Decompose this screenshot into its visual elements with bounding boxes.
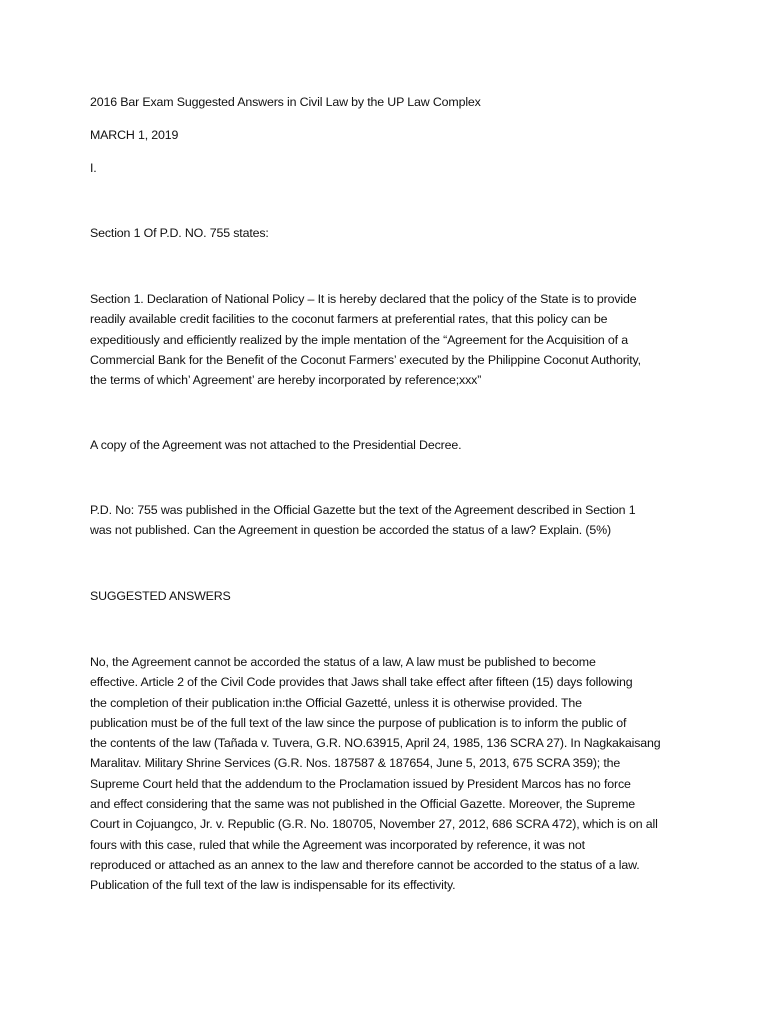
section-intro: Section 1 Of P.D. NO. 755 states: bbox=[90, 226, 269, 240]
answer-line: and effect considering that the same was not published in the Official Gazette. Moreover, the Supreme bbox=[90, 797, 636, 812]
question-paragraph bbox=[90, 500, 682, 541]
document-title: 2016 Bar Exam Suggested Answers in Civil Law by the UP Law Complex bbox=[90, 95, 481, 109]
answer-line: effective. Article 2 of the Civil Code provides that Jaws shall take effect after fifteen (15) days following bbox=[90, 675, 633, 690]
question-line: was not published. Can the Agreement in question be accorded the status of a law? Explain. (5%) bbox=[90, 523, 611, 538]
section-quote-line: expeditiously and efficiently realized by the imple mentation of the “Agreement for the Acquisition of a bbox=[90, 332, 628, 347]
answer-line: Supreme Court held that the addendum to the Proclamation issued by President Marcos has no force bbox=[90, 776, 631, 791]
answer-line: reproduced or attached as an annex to the law and therefore cannot be accorded to the status of a law. bbox=[90, 857, 640, 872]
answer-line: the contents of the law (Tañada v. Tuvera, G.R. NO.63915, April 24, 1985, 136 SCRA 27). In Nagkakaisang bbox=[90, 736, 661, 751]
answer-line: publication must be of the full text of the law since the purpose of publication is to inform the public of bbox=[90, 715, 627, 730]
question-line: P.D. No: 755 was published in the Official Gazette but the text of the Agreement described in Section 1 bbox=[90, 503, 636, 517]
agreement-note: A copy of the Agreement was not attached to the Presidential Decree. bbox=[90, 438, 462, 452]
answer-paragraph bbox=[90, 652, 682, 896]
answers-heading: SUGGESTED ANSWERS bbox=[90, 589, 231, 603]
document-date: MARCH 1, 2019 bbox=[90, 128, 179, 142]
answer-line: Court in Cojuangco, Jr. v. Republic (G.R. No. 180705, November 27, 2012, 686 SCRA 472), which is on all bbox=[90, 817, 658, 832]
answer-line: fours with this case, ruled that while the Agreement was incorporated by reference, it was not bbox=[90, 837, 585, 852]
section-quote-line: Commercial Bank for the Benefit of the Coconut Farmers’ executed by the Philippine Coconut Authority, bbox=[90, 352, 641, 367]
question-number: I. bbox=[90, 161, 97, 175]
answer-line: the completion of their publication in:the Official Gazetté, unless it is otherwise provided. The bbox=[90, 695, 582, 710]
answer-line: Maralitav. Military Shrine Services (G.R. Nos. 187587 & 187654, June 5, 2013, 675 SCRA 359); the bbox=[90, 756, 621, 771]
section-quote bbox=[90, 289, 682, 390]
answer-line: No, the Agreement cannot be accorded the status of a law, A law must be published to become bbox=[90, 655, 596, 669]
section-quote-line: Section 1. Declaration of National Policy – It is hereby declared that the policy of the State is to provide bbox=[90, 292, 637, 306]
answer-line: Publication of the full text of the law is indispensable for its effectivity. bbox=[90, 878, 456, 893]
section-quote-line: the terms of which’ Agreement’ are hereby incorporated by reference;xxx” bbox=[90, 373, 482, 388]
section-quote-line: readily available credit facilities to the coconut farmers at preferential rates, that this policy can be bbox=[90, 312, 608, 327]
